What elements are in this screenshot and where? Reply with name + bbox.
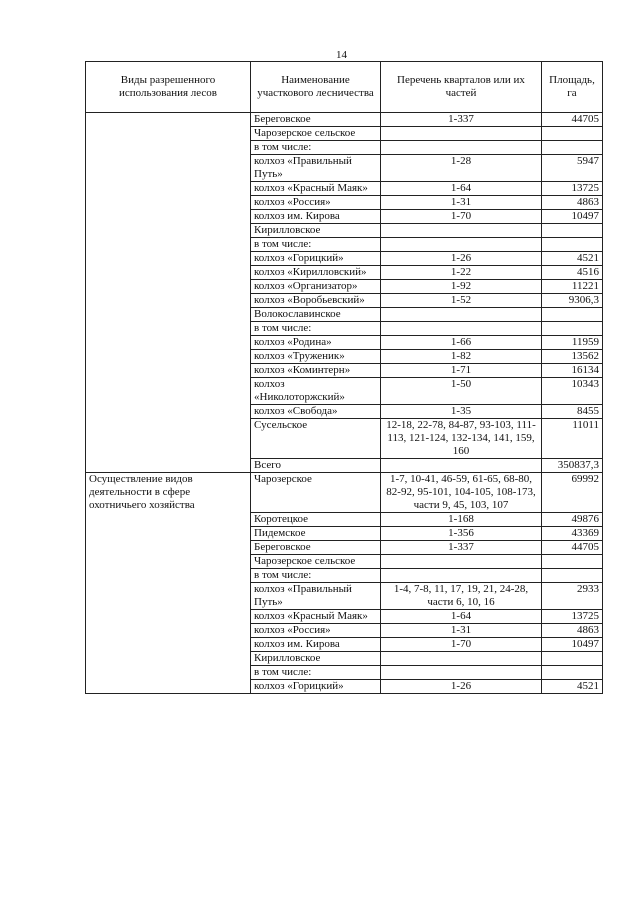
area-cell [542,322,603,336]
quarters-cell [381,322,542,336]
forestry-name-cell: в том числе: [251,666,381,680]
quarters-cell: 1-28 [381,155,542,182]
area-cell [542,652,603,666]
area-cell [542,308,603,322]
forestry-name-cell: Сусельское [251,419,381,459]
forestry-name-cell: колхоз «Красный Маяк» [251,182,381,196]
header-area: Площадь, га [542,62,603,113]
quarters-cell: 1-52 [381,294,542,308]
quarters-cell: 1-168 [381,513,542,527]
quarters-cell [381,127,542,141]
forestry-name-cell: Коротецкое [251,513,381,527]
area-cell: 10497 [542,638,603,652]
forestry-name-cell: в том числе: [251,569,381,583]
quarters-cell: 1-7, 10-41, 46-59, 61-65, 68-80, 82-92, 95-101, 104-105, 108-173, части 9, 45, 103, 107 [381,473,542,513]
forestry-name-cell: колхоз «Правильный Путь» [251,155,381,182]
header-forestry: Наименование участкового лесничества [251,62,381,113]
area-cell: 2933 [542,583,603,610]
quarters-cell: 1-356 [381,527,542,541]
forestry-name-cell: колхоз «Горицкий» [251,680,381,694]
area-cell: 44705 [542,541,603,555]
table-body [86,113,603,694]
area-cell: 5947 [542,155,603,182]
forestry-name-cell: колхоз «Труженик» [251,350,381,364]
forestry-name-cell: колхоз «Свобода» [251,405,381,419]
quarters-cell: 1-31 [381,624,542,638]
forestry-name-cell: колхоз «Кирилловский» [251,266,381,280]
use-type-cell: Осуществление видов деятельности в сфере охотничьего хозяйства [86,473,251,694]
quarters-cell: 1-31 [381,196,542,210]
quarters-cell: 1-26 [381,252,542,266]
quarters-cell [381,652,542,666]
quarters-cell: 1-70 [381,638,542,652]
forestry-name-cell: колхоз им. Кирова [251,210,381,224]
quarters-cell: 1-337 [381,541,542,555]
forestry-name-cell: в том числе: [251,322,381,336]
table-header-row [86,62,603,113]
forestry-name-cell: Чарозерское сельское [251,127,381,141]
forestry-name-cell: колхоз «Россия» [251,196,381,210]
forestry-name-cell: в том числе: [251,141,381,155]
area-cell: 13725 [542,610,603,624]
area-cell: 44705 [542,113,603,127]
area-cell: 10497 [542,210,603,224]
quarters-cell: 1-26 [381,680,542,694]
area-cell [542,238,603,252]
area-cell [542,555,603,569]
area-cell: 43369 [542,527,603,541]
area-cell: 4516 [542,266,603,280]
area-cell: 69992 [542,473,603,513]
forestry-name-cell: колхоз «Россия» [251,624,381,638]
quarters-cell: 1-64 [381,610,542,624]
forestry-name-cell: Всего [251,459,381,473]
area-cell: 11959 [542,336,603,350]
forestry-name-cell: Кирилловское [251,224,381,238]
area-cell: 4863 [542,196,603,210]
area-cell [542,569,603,583]
area-cell: 13562 [542,350,603,364]
forestry-name-cell: колхоз «Горицкий» [251,252,381,266]
area-cell [542,666,603,680]
forestry-name-cell: колхоз «Родина» [251,336,381,350]
quarters-cell: 1-4, 7-8, 11, 17, 19, 21, 24-28, части 6, 10, 16 [381,583,542,610]
area-cell [542,224,603,238]
quarters-cell [381,224,542,238]
quarters-cell: 1-64 [381,182,542,196]
quarters-cell: 1-82 [381,350,542,364]
area-cell: 16134 [542,364,603,378]
forestry-name-cell: колхоз им. Кирова [251,638,381,652]
area-cell: 13725 [542,182,603,196]
quarters-cell [381,308,542,322]
forestry-name-cell: Чарозерское сельское [251,555,381,569]
area-cell: 49876 [542,513,603,527]
area-cell: 8455 [542,405,603,419]
quarters-cell: 12-18, 22-78, 84-87, 93-103, 111-113, 121-124, 132-134, 141, 159, 160 [381,419,542,459]
forestry-name-cell: колхоз «Воробьевский» [251,294,381,308]
area-cell: 4521 [542,680,603,694]
quarters-cell [381,555,542,569]
forestry-name-cell: колхоз «Организатор» [251,280,381,294]
quarters-cell [381,459,542,473]
forestry-name-cell: колхоз «Правильный Путь» [251,583,381,610]
area-cell [542,127,603,141]
area-cell: 11221 [542,280,603,294]
forestry-name-cell: Чарозерское [251,473,381,513]
area-cell: 4863 [542,624,603,638]
page-number: 14 [336,49,347,61]
quarters-cell [381,569,542,583]
forest-use-table [85,61,603,694]
forestry-name-cell: Кирилловское [251,652,381,666]
quarters-cell: 1-66 [381,336,542,350]
quarters-cell: 1-70 [381,210,542,224]
quarters-cell [381,666,542,680]
table-row [86,473,603,513]
forestry-name-cell: Береговское [251,113,381,127]
use-type-cell [86,113,251,473]
quarters-cell [381,238,542,252]
quarters-cell: 1-92 [381,280,542,294]
quarters-cell: 1-35 [381,405,542,419]
area-cell: 10343 [542,378,603,405]
area-cell: 11011 [542,419,603,459]
quarters-cell: 1-50 [381,378,542,405]
quarters-cell: 1-22 [381,266,542,280]
header-use-type: Виды разрешенного использования лесов [86,62,251,113]
forestry-name-cell: колхоз «Коминтерн» [251,364,381,378]
forestry-name-cell: Пидемское [251,527,381,541]
quarters-cell: 1-337 [381,113,542,127]
area-cell: 9306,3 [542,294,603,308]
quarters-cell: 1-71 [381,364,542,378]
area-cell [542,141,603,155]
header-quarters: Перечень кварталов или их частей [381,62,542,113]
forestry-name-cell: Волокославинское [251,308,381,322]
forestry-name-cell: колхоз «Красный Маяк» [251,610,381,624]
area-cell: 4521 [542,252,603,266]
forestry-name-cell: Береговское [251,541,381,555]
area-cell: 350837,3 [542,459,603,473]
quarters-cell [381,141,542,155]
forestry-name-cell: в том числе: [251,238,381,252]
table-row [86,113,603,127]
forestry-name-cell: колхоз «Николоторжский» [251,378,381,405]
